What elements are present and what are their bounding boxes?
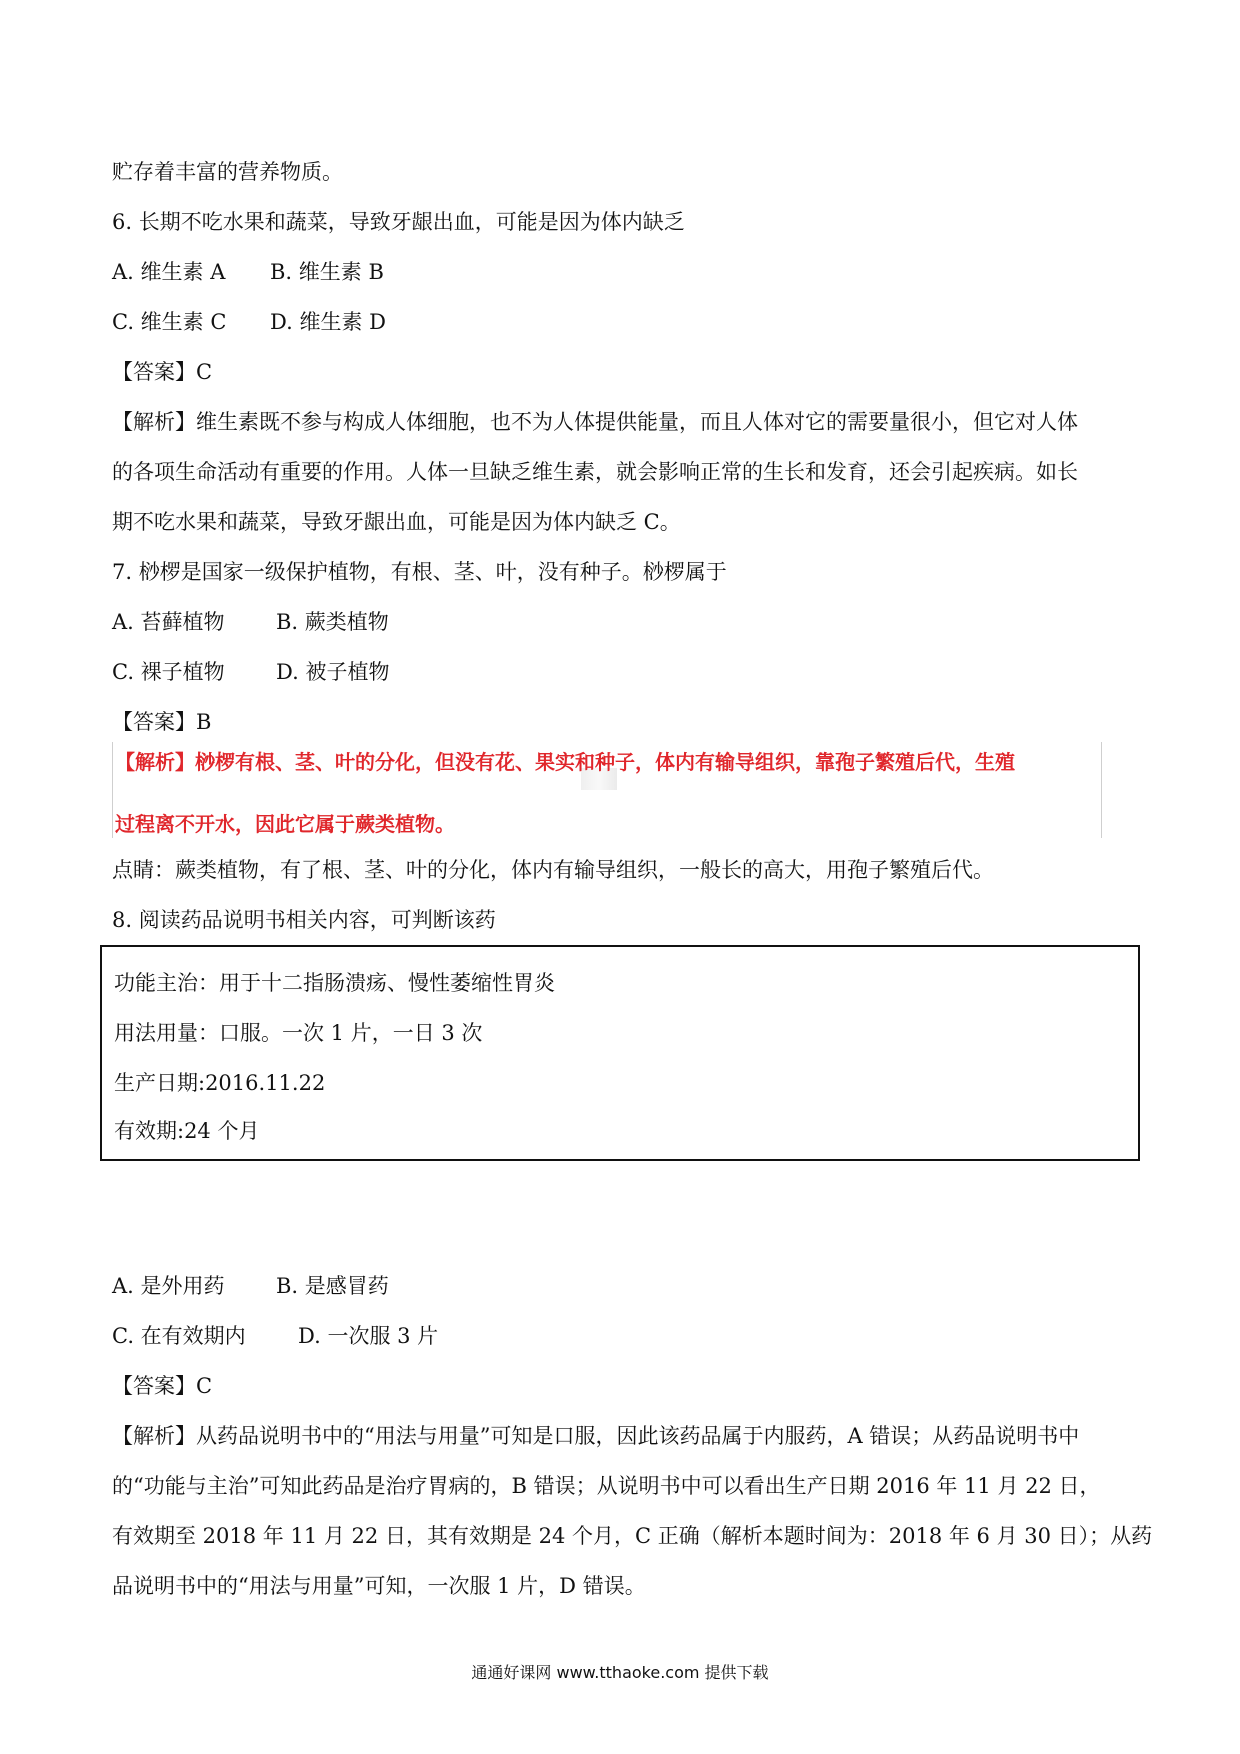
- text-line: 贮存着丰富的营养物质。: [112, 160, 343, 184]
- q8-explanation-4: 品说明书中的“用法与用量”可知，一次服 1 片，D 错误。: [112, 1574, 646, 1598]
- q8-option-a: A. 是外用药: [112, 1274, 225, 1298]
- q7-explanation-1: 【解析】桫椤有根、茎、叶的分化，但没有花、果实和种子，体内有输导组织，靠孢子繁殖后代，生殖: [115, 750, 1015, 774]
- q8-option-d: D. 一次服 3 片: [298, 1324, 439, 1348]
- q8-option-b: B. 是感冒药: [276, 1274, 389, 1298]
- q8-explanation-2: 的“功能与主治”可知此药品是治疗胃病的，B 错误；从说明书中可以看出生产日期 2016 年 11 月 22 日，: [112, 1474, 1101, 1498]
- q8-options-row1: [112, 1272, 389, 1300]
- q6-explanation-2: 的各项生命活动有重要的作用。人体一旦缺乏维生素，就会影响正常的生长和发育，还会引起疾病。如长: [112, 460, 1078, 484]
- q6-option-c: C. 维生素 C: [112, 310, 227, 334]
- q6-option-b: B. 维生素 B: [270, 260, 384, 284]
- question-6: 6. 长期不吃水果和蔬菜，导致牙龈出血，可能是因为体内缺乏: [112, 210, 685, 234]
- q6-explanation-1: 【解析】维生素既不参与构成人体细胞，也不为人体提供能量，而且人体对它的需要量很小，但它对人体: [112, 410, 1078, 434]
- q7-option-b: B. 蕨类植物: [276, 610, 389, 634]
- q7-explanation-highlight: [112, 742, 1102, 838]
- q7-note: 点睛：蕨类植物，有了根、茎、叶的分化，体内有输导组织，一般长的高大，用孢子繁殖后代。: [112, 858, 994, 882]
- q6-options-row1: [112, 258, 384, 286]
- q8-options-row2: [112, 1322, 438, 1350]
- q8-explanation-3: 有效期至 2018 年 11 月 22 日，其有效期是 24 个月，C 正确（解析本题时间为：2018 年 6 月 30 日）；从药: [112, 1524, 1153, 1548]
- q7-option-a: A. 苔藓植物: [112, 610, 225, 634]
- q6-option-d: D. 维生素 D: [270, 310, 386, 334]
- q6-option-a: A. 维生素 A: [112, 260, 226, 284]
- q7-explanation-2: 过程离不开水，因此它属于蕨类植物。: [115, 812, 455, 836]
- q7-options-row2: [112, 658, 389, 686]
- q6-options-row2: [112, 308, 386, 336]
- drug-validity: 有效期:24 个月: [114, 1119, 260, 1143]
- drug-production-date: 生产日期:2016.11.22: [114, 1071, 326, 1095]
- drug-function: 功能主治：用于十二指肠溃疡、慢性萎缩性胃炎: [114, 971, 555, 995]
- q8-explanation-1: 【解析】从药品说明书中的“用法与用量”可知是口服，因此该药品属于内服药，A 错误；从药品说明书中: [112, 1424, 1080, 1448]
- q8-answer: 【答案】C: [112, 1374, 213, 1398]
- page-footer: 通通好课网 www.tthaoke.com 提供下载: [471, 1663, 769, 1682]
- q6-answer: 【答案】C: [112, 360, 213, 384]
- q8-option-c: C. 在有效期内: [112, 1324, 246, 1348]
- question-7: 7. 桫椤是国家一级保护植物，有根、茎、叶，没有种子。桫椤属于: [112, 560, 727, 584]
- drug-usage: 用法用量：口服。一次 1 片，一日 3 次: [114, 1021, 483, 1045]
- q6-explanation-3: 期不吃水果和蔬菜，导致牙龈出血，可能是因为体内缺乏 C。: [112, 510, 681, 534]
- q7-option-c: C. 裸子植物: [112, 660, 225, 684]
- q7-options-row1: [112, 608, 389, 636]
- question-8: 8. 阅读药品说明书相关内容，可判断该药: [112, 908, 496, 932]
- q7-answer: 【答案】B: [112, 710, 212, 734]
- drug-label-box: [100, 945, 1140, 1161]
- q7-option-d: D. 被子植物: [276, 660, 390, 684]
